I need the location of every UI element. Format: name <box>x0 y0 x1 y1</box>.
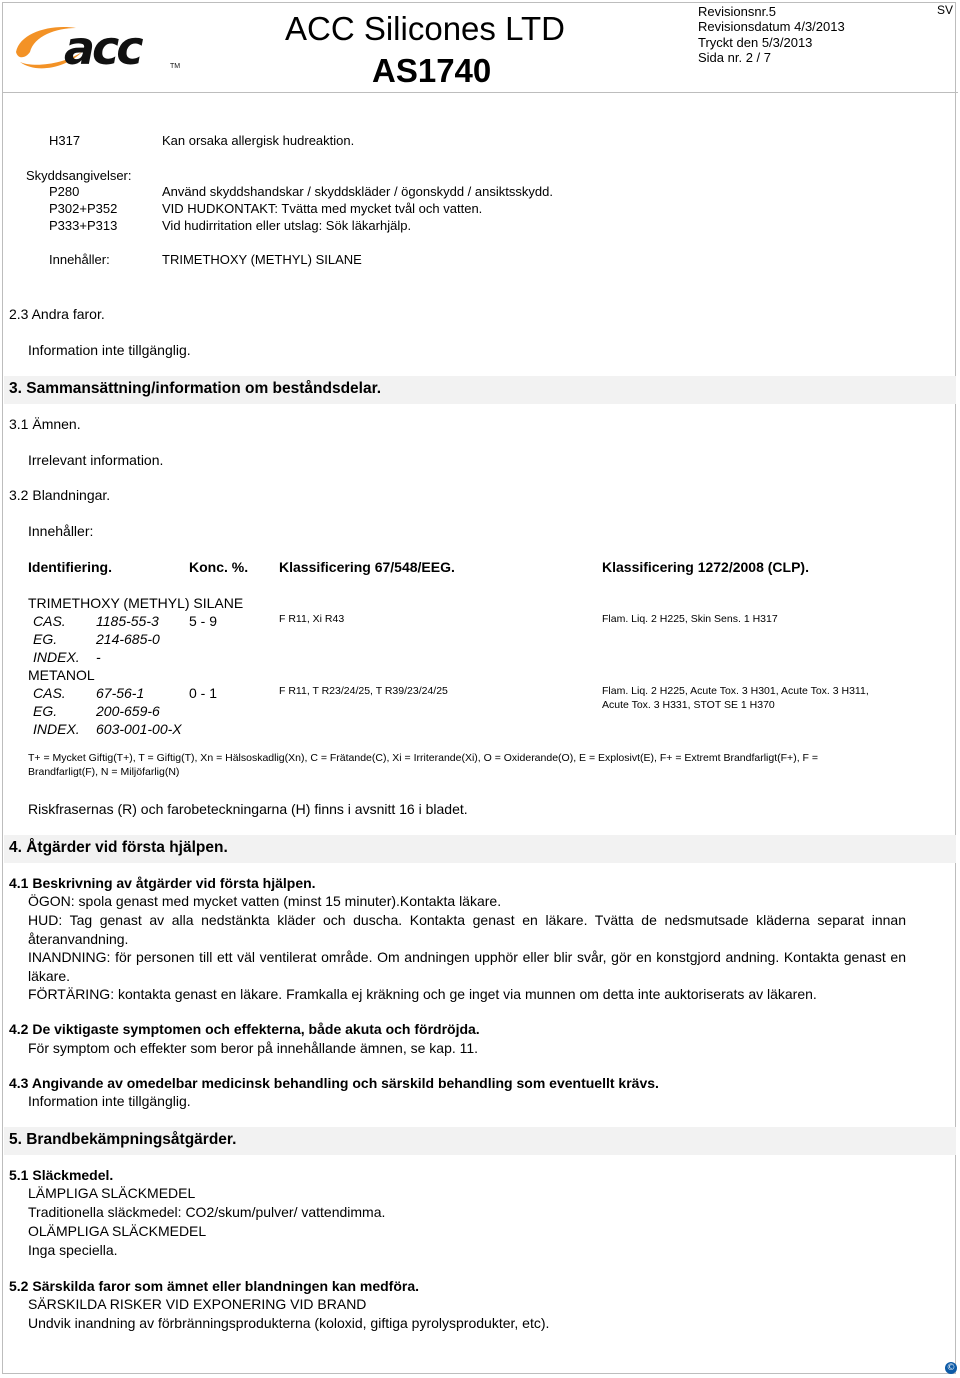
contains-label: Innehåller: <box>49 252 110 267</box>
suitable-media-label: LÄMPLIGA SLÄCKMEDEL <box>28 1185 196 1201</box>
product-code: AS1740 <box>372 52 492 89</box>
cas-number: 1185-55-3 <box>96 613 159 629</box>
company-name: ACC Silicones LTD <box>285 10 565 47</box>
section-5-1-title: 5.1 Släckmedel. <box>9 1167 114 1183</box>
classification-clp-line2: Acute Tox. 3 H331, STOT SE 1 H370 <box>602 699 775 711</box>
column-header-concentration: Konc. %. <box>189 559 249 575</box>
p302-code: P302+P352 <box>49 201 118 216</box>
symbol-legend-line1: T+ = Mycket Giftig(T+), T = Giftig(T), Xn = Hälsoskadlig(Xn), C = Frätande(C), Xi = Irriterande(Xi), O = Oxiderande(O), E = Explosivt(E), F+ = Extremt Brandfarligt(F+), F = <box>28 752 818 764</box>
cas-label: CAS. <box>33 613 66 629</box>
language-code: SV <box>937 3 954 17</box>
column-header-class-1272-2008: Klassificering 1272/2008 (CLP). <box>602 559 809 575</box>
unsuitable-media-label: OLÄMPLIGA SLÄCKMEDEL <box>28 1223 207 1239</box>
mixture-contains-label: Innehåller: <box>28 523 94 539</box>
section-3-title: 3. Sammansättning/information om beståndsdelar. <box>9 380 382 397</box>
cas-number: 67-56-1 <box>96 685 145 701</box>
section-3-1-title: 3.1 Ämnen. <box>9 416 81 432</box>
eg-label: EG. <box>33 631 58 647</box>
contains-text: TRIMETHOXY (METHYL) SILANE <box>162 252 362 267</box>
classification-67-548: F R11, Xi R43 <box>279 613 345 625</box>
section-3-1-text: Irrelevant information. <box>28 452 164 468</box>
first-aid-skin: HUD: Tag genast av alla nedstänkta kläder och duscha. Kontakta genast en läkare. Tvätta de nedsmutsade kläderna separat innan återanvandning. <box>28 912 906 947</box>
index-label: INDEX. <box>33 649 80 665</box>
classification-clp-line1: Flam. Liq. 2 H225, Acute Tox. 3 H301, Acute Tox. 3 H311, <box>602 685 869 697</box>
logo-trademark: TM <box>170 63 181 70</box>
cas-label: CAS. <box>33 685 66 701</box>
acc-logo <box>12 18 188 74</box>
revision-date: Revisionsdatum 4/3/2013 <box>698 19 845 34</box>
p280-code: P280 <box>49 184 80 199</box>
concentration-range: 5 - 9 <box>189 613 218 629</box>
eg-number: 214-685-0 <box>96 631 160 647</box>
logo-wordmark: acc <box>64 21 141 74</box>
first-aid-inhalation: INANDNING: för personen till ett väl ventilerat område. Om andningen upphör eller blir svår, gör en konstgjord andning. Kontakta genast en läkare. <box>28 949 906 984</box>
h317-text: Kan orsaka allergisk hudreaktion. <box>162 133 355 148</box>
classification-67-548: F R11, T R23/24/25, T R39/23/24/25 <box>279 685 448 697</box>
special-hazards-label: SÄRSKILDA RISKER VID EXPONERING VID BRAND <box>28 1296 367 1312</box>
suitable-media-text: Traditionella släckmedel: CO2/skum/pulver/ vattendimma. <box>28 1204 386 1220</box>
section-2-3-title: 2.3 Andra faror. <box>9 306 105 322</box>
p333-code: P333+P313 <box>49 218 118 233</box>
classification-clp-line1: Flam. Liq. 2 H225, Skin Sens. 1 H317 <box>602 613 778 625</box>
header-divider <box>2 92 958 93</box>
unsuitable-media-text: Inga speciella. <box>28 1242 118 1258</box>
section-4-3-title: 4.3 Angivande av omedelbar medicinsk behandling och särskild behandling som eventuellt krävs. <box>9 1075 659 1091</box>
eg-label: EG. <box>33 703 58 719</box>
substance-name: METANOL <box>28 667 95 683</box>
section-3-2-title: 3.2 Blandningar. <box>9 487 111 503</box>
concentration-range: 0 - 1 <box>189 685 218 701</box>
first-aid-eyes: ÖGON: spola genast med mycket vatten (minst 15 minuter).Kontakta läkare. <box>28 893 502 909</box>
section-5-2-title: 5.2 Särskilda faror som ämnet eller blandningen kan medföra. <box>9 1278 420 1294</box>
section-4-1-title: 4.1 Beskrivning av åtgärder vid första hjälpen. <box>9 875 316 891</box>
section-4-2-text: För symptom och effekter som beror på innehållande ämnen, se kap. 11. <box>28 1040 479 1056</box>
column-header-class-67-548: Klassificering 67/548/EEG. <box>279 559 455 575</box>
index-number: - <box>96 649 101 665</box>
symbol-legend-line2: Brandfarligt(F), N = Miljöfarlig(N) <box>28 766 180 778</box>
special-hazards-text: Undvik inandning av förbränningsprodukterna (koloxid, giftiga pyrolysprodukter, etc). <box>28 1315 550 1331</box>
section-4-3-text: Information inte tillgänglig. <box>28 1093 191 1109</box>
p333-text: Vid hudirritation eller utslag: Sök läkarhjälp. <box>162 218 412 233</box>
phrases-note: Riskfrasernas (R) och farobeteckningarna (H) finns i avsnitt 16 i bladet. <box>28 801 468 817</box>
column-header-identification: Identifiering. <box>28 559 112 575</box>
section-5-title: 5. Brandbekämpningsåtgärder. <box>9 1131 237 1148</box>
index-label: INDEX. <box>33 721 80 737</box>
section-4-2-title: 4.2 De viktigaste symptomen och effekterna, både akuta och fördröjda. <box>9 1021 480 1037</box>
p302-text: VID HUDKONTAKT: Tvätta med mycket tvål och vatten. <box>162 201 483 216</box>
h317-code: H317 <box>49 133 81 148</box>
section-2-3-text: Information inte tillgänglig. <box>28 342 191 358</box>
precaution-label: Skyddsangivelser: <box>26 168 132 183</box>
print-date: Tryckt den 5/3/2013 <box>698 35 813 50</box>
copyright-icon: © <box>946 1363 956 1373</box>
revision-number: Revisionsnr.5 <box>698 4 777 19</box>
substance-name: TRIMETHOXY (METHYL) SILANE <box>28 595 244 611</box>
index-number: 603-001-00-X <box>96 721 182 737</box>
eg-number: 200-659-6 <box>96 703 160 719</box>
first-aid-ingestion: FÖRTÄRING: kontakta genast en läkare. Framkalla ej kräkning och ge inget via munnen om detta inte auktoriserats av läkaren. <box>28 986 817 1002</box>
p280-text: Använd skyddshandskar / skyddskläder / ögonskydd / ansiktsskydd. <box>162 184 553 199</box>
section-4-title: 4. Åtgärder vid första hjälpen. <box>9 839 228 856</box>
page-number: Sida nr. 2 / 7 <box>698 50 771 65</box>
